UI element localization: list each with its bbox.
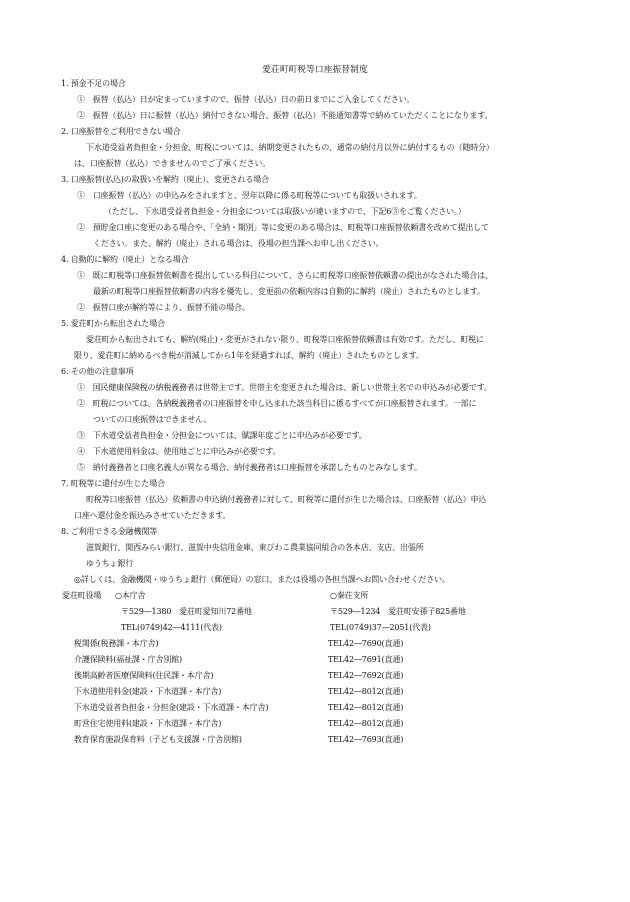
department-tel: TEL42―7693(直通)	[328, 735, 404, 744]
office-label: 愛荘町役場	[62, 591, 102, 600]
department-label: 教育保育施設保育料（子ども支援課・庁舎別館)	[74, 735, 242, 744]
main-office-name: ○本庁舎	[115, 591, 146, 600]
department-label: 介護保険料(福祉課・庁舎別館)	[74, 655, 182, 664]
list-item: ⑤ 納付義務者と口座名義人が異なる場合、納付義務者は口座振替を承諾したものとみなします。	[77, 463, 422, 472]
list-item: ① 口座振替（払込）の申込みをされますと、翌年以降に係る町税等についても取扱いされます。	[77, 191, 422, 200]
department-tel: TEL42―7690(直通)	[328, 639, 404, 648]
section-heading-7: 7. 町税等に還付が生じた場合	[61, 479, 165, 488]
department-tel: TEL42―8012(直通)	[328, 703, 404, 712]
list-item: ③ 下水道受益者負担金・分担金については、賦課年度ごとに申込みが必要です。	[77, 431, 367, 440]
department-label: 税関係(税務課・本庁舎)	[74, 639, 159, 648]
paragraph: 限り、愛荘町に納めるべき税が消滅してから1年を経過すれば、解約（廃止）されたものとします。	[74, 351, 424, 360]
paragraph: 下水道受益者負担金・分担金、町税については、納期変更されたもの、通常の納付月以外に納付するもの（随時分）	[86, 143, 494, 152]
section-heading-3: 3. 口座振替(払込)の取扱いを解約（廃止）、変更される場合	[61, 175, 269, 184]
section-heading-2: 2. 口座振替をご利用できない場合	[61, 127, 181, 136]
department-tel: TEL42―7691(直通)	[328, 655, 404, 664]
department-label: 町営住宅使用料(建設・下水道課・本庁舎)	[74, 719, 222, 728]
list-item: ① 振替（払込）日が定まっていますので、振替（払込）日の前日までにご入金してください。	[77, 95, 415, 104]
department-tel: TEL42―7692(直通)	[328, 671, 404, 680]
section-heading-6: 6. その他の注意事項	[61, 367, 134, 376]
section-heading-1: 1. 預金不足の場合	[61, 79, 126, 88]
department-tel: TEL42―8012(直通)	[328, 719, 404, 728]
department-tel: TEL42―8012(直通)	[328, 687, 404, 696]
main-office-tel: TEL(0749)42―4111(代表)	[121, 623, 222, 632]
paragraph: 愛荘町から転出されても、解約(廃止)・変更がされない限り、町税等口座振替依頼書は有効です。ただし、町税に	[86, 335, 484, 344]
list-item: ④ 下水道使用料金は、使用地ごとに申込みが必要です。	[77, 447, 281, 456]
list-item: ② 町税については、各納税義務者の口座振替を申し込まれた該当科目に係るすべてが口座振替されます。一部に	[77, 399, 477, 408]
inquiry-note: ◎詳しくは、金融機関・ゆうちょ銀行（郵便局）の窓口、または役場の各担当課へお問い合わせください。	[74, 575, 450, 584]
page-title: 愛荘町町税等口座振替制度	[262, 65, 368, 75]
department-label: 下水道受益者負担金・分担金(建設・下水道課・本庁舎)	[74, 703, 269, 712]
paragraph: 口座へ還付金を振込みさせていただきます。	[74, 511, 231, 520]
list-item: ② 預貯金口座に変更のある場合や、「全納・期別」等に変更のある場合は、町税等口座振替依頼書を改めて提出して	[77, 223, 489, 232]
branch-office-address: 〒529―1234 愛荘町安孫子825番地	[330, 607, 466, 616]
branch-office-tel: TEL(0749)37―2051(代表)	[330, 623, 431, 632]
bank-list: ゆうちょ銀行	[86, 559, 134, 568]
list-item: ② 振替（払込）日に振替（払込）納付できない場合、振替（払込）不能通知書等で納めていただくことになります。	[77, 111, 493, 120]
list-item: ① 国民健康保険税の納税義務者は世帯主です。世帯主を変更された場合は、新しい世帯主名での申込みが必要です。	[77, 383, 492, 392]
branch-office-name: ○秦荘支所	[330, 591, 369, 600]
bank-list: 滋賀銀行、関西みらい銀行、滋賀中央信用金庫、東びわこ農業協同組合の各本店、支店、出張所	[86, 543, 424, 552]
list-item: ② 振替口座が解約等により、振替不能の場合。	[77, 303, 250, 312]
paragraph: 町税等口座振替（払込）依頼書の申込納付義務者に対して、町税等に還付が生じた場合は、口座振替（払込）申込	[86, 495, 487, 504]
main-office-address: 〒529―1380 愛荘町愛知川72番地	[121, 607, 252, 616]
section-heading-5: 5. 愛荘町から転出された場合	[61, 319, 165, 328]
department-label: 下水道使用料金(建設・下水道課・本庁舎)	[74, 687, 222, 696]
list-item-note: （ただし、下水道受益者負担金・分担金については取扱いが違いますので、下記6③をご覧ください。）	[104, 207, 466, 216]
department-label: 後期高齢者医療保険料(住民課・本庁舎)	[74, 671, 214, 680]
list-item: ① 既に町税等口座振替依頼書を提出している科目について、さらに町税等口座振替依頼書の提出がなされた場合は、	[77, 271, 493, 280]
list-item-continued: ください。また、解約（廃止）される場合は、役場の担当課へお申し出ください。	[93, 239, 384, 248]
section-heading-4: 4. 自動的に解約（廃止）となる場合	[61, 255, 189, 264]
paragraph: は、口座振替（払込）できませんのでご了承ください。	[74, 159, 271, 168]
list-item-continued: 最新の町税等口座振替依頼書の内容を優先し、変更前の依頼内容は自動的に解約（廃止）されたものとします。	[93, 287, 485, 296]
list-item-continued: ついての口座振替はできません。	[93, 415, 212, 424]
section-heading-8: 8. ご利用できる金融機関等	[61, 527, 158, 536]
